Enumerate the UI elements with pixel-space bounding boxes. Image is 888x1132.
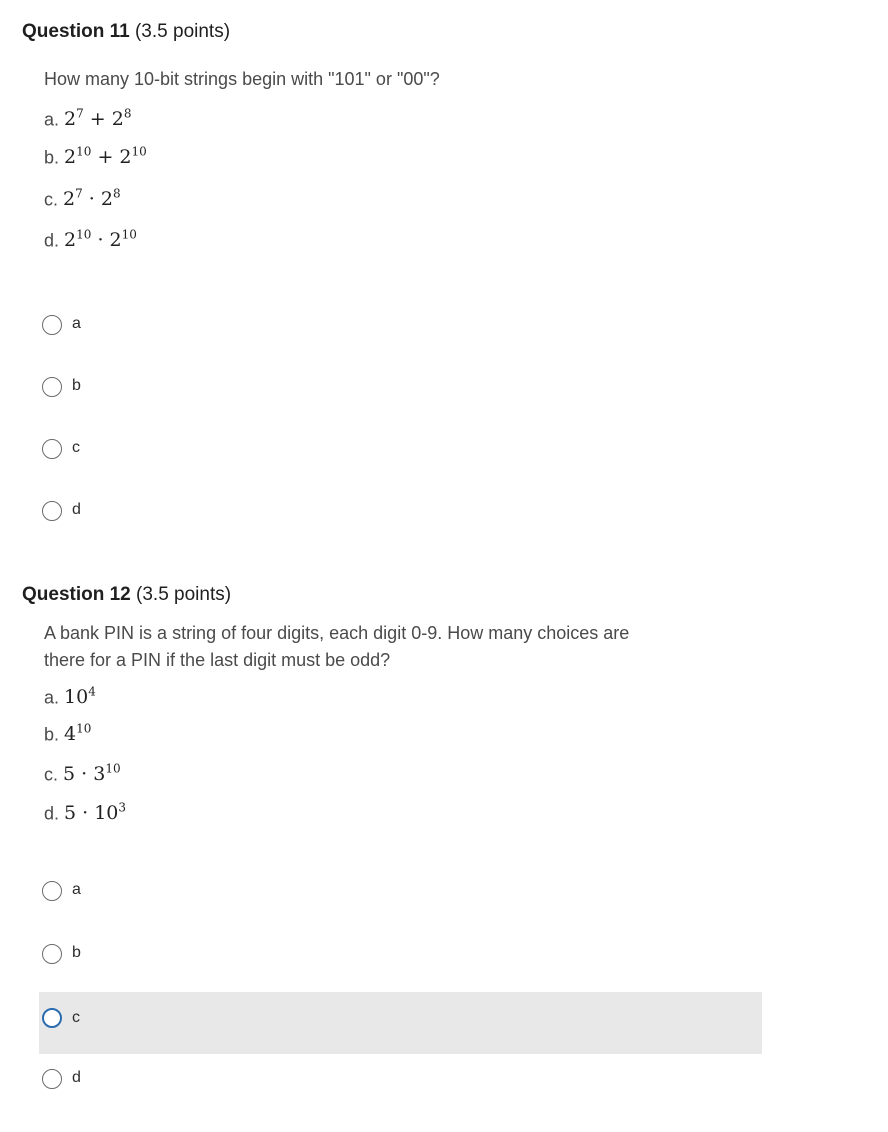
q12-answer-d[interactable]: [39, 1050, 762, 1112]
question-11-title: [22, 21, 230, 43]
radio-button[interactable]: [42, 315, 62, 335]
q12-answer-c[interactable]: [39, 992, 762, 1054]
answer-label: a: [72, 881, 81, 898]
q11-option-d: d. $2^{10} \cdot 2^{10}$: [44, 228, 137, 252]
answer-label: c: [72, 1009, 80, 1026]
radio-button[interactable]: [42, 501, 62, 521]
question-number: Question 11: [22, 21, 130, 42]
question-number: Question 12: [22, 584, 131, 605]
q11-answer-d[interactable]: [39, 482, 762, 544]
radio-button[interactable]: [42, 1008, 62, 1028]
answer-label: d: [72, 1069, 81, 1086]
q12-option-c: c. $5 \cdot 3^{10}$: [44, 762, 121, 786]
answer-label: c: [72, 439, 80, 456]
q12-answer-a[interactable]: [39, 862, 762, 924]
q12-option-d: d. $5 \cdot 10^3$: [44, 801, 127, 825]
radio-button[interactable]: [42, 944, 62, 964]
q11-answer-b[interactable]: [39, 358, 762, 420]
question-12-text: A bank PIN is a string of four digits, each digit 0-9. How many choices are there for a PIN if the last digit must be odd?: [44, 623, 630, 670]
answer-label: d: [72, 501, 81, 518]
q11-answer-c[interactable]: [39, 420, 762, 482]
radio-button[interactable]: [42, 881, 62, 901]
answer-label: b: [72, 377, 81, 394]
q11-option-a: a. $2^7 + 2^8$: [44, 107, 132, 131]
q11-option-c: c. $2^7 \cdot 2^8$: [44, 187, 121, 211]
q12-option-b: b. $4^{10}$: [44, 722, 92, 746]
question-points: (3.5 points): [134, 21, 231, 42]
question-12-title: [22, 584, 231, 606]
q12-answer-b[interactable]: [39, 925, 762, 987]
q11-answer-a[interactable]: [39, 296, 762, 358]
radio-button[interactable]: [42, 1069, 62, 1089]
answer-label: a: [72, 315, 81, 332]
radio-button[interactable]: [42, 439, 62, 459]
radio-button[interactable]: [42, 377, 62, 397]
question-points: (3.5 points): [136, 584, 232, 605]
answer-label: b: [72, 944, 81, 961]
question-11-text: How many 10-bit strings begin with "101" or "00"?: [44, 69, 440, 89]
q12-option-a: a. $10^4$: [44, 685, 96, 709]
q11-option-b: b. $2^{10} + 2^{10}$: [44, 145, 147, 169]
